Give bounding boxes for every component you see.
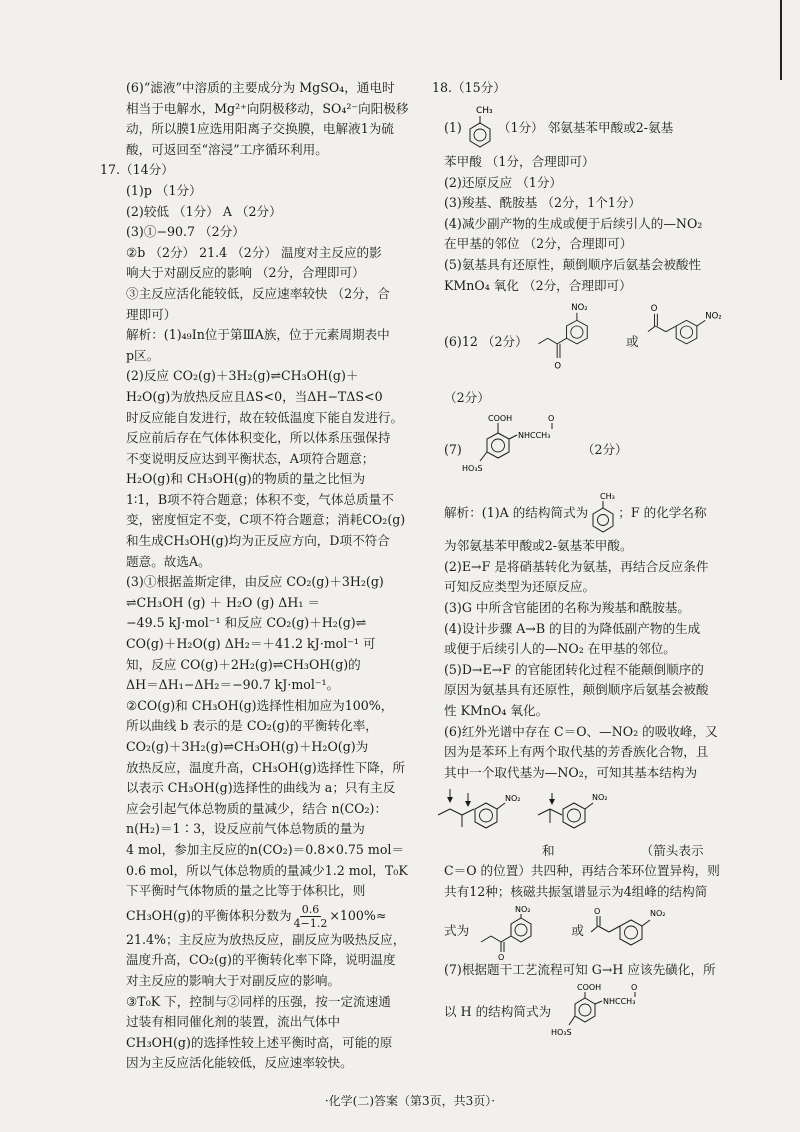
ch3-label-small: CH₃ [600, 492, 616, 502]
text-line: 和生成CH₃OH(g)均为正反应方向，D项不符合 [126, 533, 390, 549]
basic-structures [432, 783, 750, 841]
text-line: 在甲基的邻位 （2分，合理即可） [444, 236, 633, 252]
nhcch3-label: NHCCH₃ [517, 431, 551, 441]
text-line: C＝O 的位置）共四种，再结合苯环位置异构，则 [444, 863, 720, 879]
text-line: ②b （2分） 21.4 （2分） 温度对主反应的影 [126, 244, 382, 260]
fraction-suffix: ×100%≈ [329, 907, 387, 923]
hso3-label: HO₃S [461, 464, 483, 474]
final-structures [432, 902, 750, 960]
text-line: CO(g)＋H₂O(g) ΔH₂＝＋41.2 kJ·mol⁻¹ 可 [126, 636, 376, 652]
and-text: 和 [542, 842, 555, 858]
right-lines-3 [432, 861, 750, 902]
page-footer: ·化学(二)答案（第3页，共3页）· [324, 1094, 496, 1108]
arrow-note: （箭头表示 [640, 842, 704, 858]
text-line: (3)①根据盖斯定律，由反应 CO₂(g)＋3H₂(g) [126, 574, 384, 590]
text-line: (2)反应 CO₂(g)＋3H₂(g)⇌CH₃OH(g)＋ [126, 368, 359, 384]
text-line: 性 KMnO₄ 氧化。 [444, 702, 549, 718]
text-line: ΔH＝ΔH₁−ΔH₂＝−90.7 kJ·mol⁻¹。 [126, 677, 340, 693]
oxygen-label-f: O [593, 907, 601, 917]
text-line: 可知反应类型为还原反应。 [444, 579, 596, 595]
text-line: (2)较低 （1分） A （2分） [126, 203, 282, 219]
text-line: 或便于后续引人的—NO₂ 在甲基的邻位。 [444, 641, 676, 657]
text-line: (2)还原反应 （1分） [444, 174, 563, 190]
text-line: 因为是苯环上有两个取代基的芳香族化合物，且 [444, 744, 709, 760]
answer-6-points: （2分） [444, 390, 490, 406]
answer-7 [432, 410, 750, 490]
text-line: H₂O(g)为放热反应且ΔS<0，当ΔH−TΔS<0 [126, 388, 383, 404]
h-structure [432, 981, 750, 1043]
cooh-label-h: COOH [577, 983, 602, 993]
text-line: 下平衡时气体物质的量之比等于体积比，则 [126, 883, 366, 899]
text-line: (4)减少副产物的生成或便于后续引人的—NO₂ [444, 215, 703, 231]
no2-label-f: NO₂ [649, 909, 666, 919]
text-line: 4 mol，参加主反应的n(CO₂)＝0.8×0.75 mol＝ [126, 841, 405, 857]
analysis-1-text-b: ；F 的化学名称 [618, 504, 707, 520]
right-lines-2 [432, 536, 750, 783]
answer-1-text: （1分） 邻氨基苯甲酸或2-氨基 [497, 119, 674, 135]
no2-label-c: NO₂ [505, 794, 521, 804]
oxygen-label-b: O [650, 303, 657, 314]
toluene-structure-icon [462, 104, 498, 152]
left-column [100, 78, 415, 1074]
right-lines-4 [432, 960, 750, 981]
h-structure-text: 以 H 的结构简式为 [444, 1003, 552, 1019]
no2-label-a: NO₂ [570, 302, 588, 313]
structure-b-icon [647, 297, 750, 387]
fraction-prefix: CH₃OH(g)的平衡体积分数为 [126, 907, 292, 923]
text-line: 共有12种；核磁共振氢谱显示为4组峰的结构简 [444, 883, 708, 899]
text-line: (3)①−90.7 （2分） [126, 224, 245, 240]
and-row [432, 841, 750, 861]
page-edge-line [780, 0, 782, 80]
answer-6-label: (6)12 （2分） [444, 333, 528, 349]
text-line: 解析：(1)₄₉In位于第ⅢA族，位于元素周期表中 [126, 327, 390, 343]
q18-title: 18.（15分） [432, 80, 506, 95]
text-line: 变，密度恒定不变，C项不符合题意；消耗CO₂(g) [126, 512, 406, 528]
text-line: (1)p （1分） [126, 182, 202, 198]
text-line: 所以曲线 b 表示的是 CO₂(g)的平衡转化率， [126, 718, 378, 734]
text-line: 以表示 CH₃OH(g)选择性的曲线为 a；只有主反 [126, 780, 396, 796]
text-line: 动，所以膜1应选用阳离子交换膜，电解液1为硫 [126, 121, 394, 137]
text-line: 反应前后存在气体体积变化，所以体系压强保持 [126, 430, 391, 446]
answer-7-label: (7) [444, 441, 462, 457]
or-text-2: 或 [571, 923, 584, 939]
nhcch3-label-h: NHCCH₃ [603, 997, 636, 1007]
ch3-label: CH₃ [475, 106, 493, 116]
text-line: 对主反应的影响大于对副反应的影响。 [126, 972, 341, 988]
analysis-1-text: 解析：(1)A 的结构简式为 [444, 504, 589, 520]
oxygen-label-h: O [631, 983, 638, 993]
structure-g-icon [462, 411, 582, 489]
text-line: CH₃OH(g)的选择性较上述平衡时高，可能的原 [126, 1034, 393, 1050]
text-line: 为邻氨基苯甲酸或2-氨基苯甲酸。 [444, 538, 633, 554]
text-line: 1∶1，B项不符合题意；体积不变，气体总质量不 [126, 491, 394, 507]
text-line: 酸，可返回至“溶浸”工序循环利用。 [126, 141, 328, 157]
no2-label-e: NO₂ [515, 905, 531, 915]
fraction-denominator: 4−1.2 [293, 916, 328, 930]
text-line: H₂O(g)和 CH₃OH(g)的物质的量之比恒为 [126, 471, 366, 487]
fraction-line [100, 902, 415, 930]
text-line: (7)根据题干工艺流程可知 G→H 应该先磺化，所 [444, 962, 716, 978]
text-line: 不变说明反应达到平衡状态，A项符合题意； [126, 450, 375, 466]
text-line: p区。 [126, 347, 160, 363]
text-line: ③T₀K 下，控制与②同样的压强，按一定流速通 [126, 993, 391, 1009]
cooh-label: COOH [487, 414, 513, 424]
text-line: 时反应能自发进行，故在较低温度下能自发进行。 [126, 409, 404, 425]
text-line: ②CO(g)和 CH₃OH(g)选择性相加应为100%， [126, 697, 394, 713]
text-line: (6)“滤液”中溶质的主要成分为 MgSO₄，通电时 [126, 80, 395, 95]
fraction [294, 903, 328, 930]
text-line: n(H₂)＝1∶3，设反应前气体总物质的量为 [126, 821, 365, 837]
text-line: −49.5 kJ·mol⁻¹ 和反应 CO₂(g)＋H₂(g)⇌ [126, 615, 367, 631]
text-line: ⇌CH₃OH (g) ＋ H₂O (g) ΔH₁ ＝ [126, 594, 320, 610]
text-line: KMnO₄ 氧化 （2分，合理即可） [444, 277, 632, 293]
structure-h-icon [551, 981, 661, 1043]
text-line: 其中一个取代基为—NO₂，可知其基本结构为 [444, 764, 698, 780]
text-line: (5)氨基具有还原性，颠倒顺序后氨基会被酸性 [444, 256, 702, 272]
basic-structure-b-icon [530, 783, 630, 841]
text-line: (5)D→E→F 的官能团转化过程不能颠倒顺序的 [444, 661, 704, 677]
text-line: 温度升高，CO₂(g)的平衡转化率下降，说明温度 [126, 952, 396, 968]
hso3-label-h: HO₃S [551, 1028, 572, 1038]
text-line: 过装有相同催化剂的装置，流出气体中 [126, 1014, 341, 1030]
left-lines-2 [100, 930, 415, 1074]
text-line: 苯甲酸 （1分，合理即可） [444, 154, 595, 169]
oxygen-label-g: O [547, 414, 555, 424]
text-line: 相当于电解水，Mg²⁺向阴极移动，SO₄²⁻向阳极移 [126, 100, 409, 116]
answer-7-points: （2分） [581, 441, 628, 457]
text-line: (3)羧基、酰胺基 （2分，1个1分） [444, 195, 642, 211]
analysis-1 [432, 490, 750, 536]
fraction-numerator: 0.6 [301, 902, 320, 916]
text-line: 知，反应 CO(g)＋2H₂(g)⇌CH₃OH(g)的 [126, 656, 361, 672]
text-line: (4)设计步骤 A→B 的目的为降低副产物的生成 [444, 620, 701, 636]
text-line: 0.6 mol，所以气体总物质的量减少1.2 mol，T₀K [126, 862, 408, 878]
text-line: 原因为氨基具有还原性，颠倒顺序后氨基会被酸 [444, 682, 709, 698]
or-text: 或 [625, 333, 639, 349]
text-line: 题意。故选A。 [126, 553, 211, 569]
text-line: ③主反应活化能较低，反应速率较快 （2分，合 [126, 285, 390, 301]
left-lines [100, 78, 415, 902]
text-line: (3)G 中所含官能团的名称为羧基和酰胺基。 [444, 599, 690, 615]
text-line: 响大于对副反应的影响 （2分，合理即可） [126, 265, 365, 281]
q18-header [432, 78, 750, 104]
text-line: 因为主反应活化能较低，反应速率较快。 [126, 1055, 353, 1071]
no2-label-d: NO₂ [592, 793, 608, 803]
right-lines [432, 152, 750, 296]
basic-structure-a-icon [432, 783, 530, 841]
answer-1 [432, 104, 750, 152]
oxygen-label-e: O [498, 953, 505, 961]
text-line: 17.（14分） [100, 162, 174, 178]
text-line: CO₂(g)＋3H₂(g)⇌CH₃OH(g)＋H₂O(g)为 [126, 739, 369, 754]
text-line: (2)E→F 是将硝基转化为氨基，再结合反应条件 [444, 558, 709, 574]
no2-label-b: NO₂ [704, 310, 722, 321]
text-line: 应会引起气体总物质的量减少，结合 n(CO₂)： [126, 800, 388, 816]
final-structure-b-icon [590, 902, 694, 960]
answer-1-label: (1) [444, 119, 462, 135]
oxygen-label-a: O [554, 360, 561, 371]
answer-6 [432, 296, 750, 388]
structure-a-icon [528, 297, 618, 387]
shi-wei-text: 式为 [444, 923, 470, 939]
text-line: 理即可） [126, 306, 177, 322]
text-line: 21.4%；主反应为放热反应，副反应为吸热反应， [126, 931, 406, 947]
right-column [432, 78, 750, 1043]
final-structure-a-icon [469, 902, 565, 960]
text-line: (6)红外光谱中存在 C＝O、—NO₂ 的吸收峰，又 [444, 723, 718, 739]
text-line: 放热反应，温度升高，CH₃OH(g)选择性下降，所 [126, 759, 405, 775]
toluene-structure-small-icon [588, 490, 618, 536]
